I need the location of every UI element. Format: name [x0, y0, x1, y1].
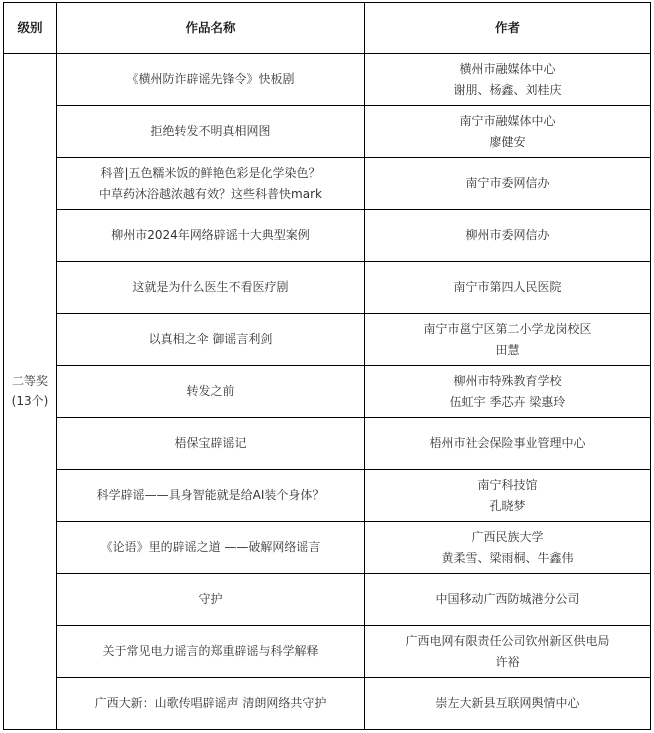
work-title-cell	[57, 626, 365, 678]
author-line: 崇左大新县互联网舆情中心	[435, 696, 580, 710]
header-work-title: 作品名称	[57, 3, 365, 54]
table-row	[4, 106, 651, 158]
work-title-cell	[57, 210, 365, 262]
author-cell	[365, 54, 651, 106]
work-title-line: 广西大新：山歌传唱辟谣声 清朗网络共守护	[94, 696, 327, 710]
author-line: 廖健安	[489, 134, 526, 149]
table-row	[4, 418, 651, 470]
author-line: 黄柔雪、梁雨桐、牛鑫伟	[441, 550, 574, 565]
author-cell	[365, 522, 651, 574]
author-line: 柳州市特殊教育学校	[453, 373, 562, 388]
author-line: 横州市融媒体中心	[459, 61, 556, 76]
work-title-cell	[57, 522, 365, 574]
work-title-cell	[57, 54, 365, 106]
author-cell	[365, 158, 651, 210]
work-title-line: 守护	[198, 592, 223, 606]
work-title-line: 柳州市2024年网络辟谣十大典型案例	[111, 228, 310, 242]
author-cell	[365, 314, 651, 366]
table-row	[4, 366, 651, 418]
work-title-line: 梧保宝辟谣记	[174, 436, 247, 450]
work-title-cell	[57, 470, 365, 522]
author-line: 南宁科技馆	[477, 477, 538, 492]
work-title-line: 中草药沐浴越浓越有效？这些科普快mark	[99, 186, 322, 201]
author-cell	[365, 678, 651, 730]
author-line: 田慧	[495, 342, 520, 357]
work-title-cell	[57, 418, 365, 470]
work-title-line: 《论语》里的辟谣之道 ——破解网络谣言	[100, 540, 321, 554]
work-title-line: 以真相之伞 御谣言利剑	[148, 332, 273, 346]
author-cell	[365, 106, 651, 158]
table-row	[4, 470, 651, 522]
header-level: 级别	[4, 3, 57, 54]
author-line: 许裕	[495, 654, 520, 669]
table-row	[4, 678, 651, 730]
author-line: 伍虹宇 季芯卉 梁惠玲	[449, 394, 566, 409]
work-title-cell	[57, 366, 365, 418]
author-line: 南宁市邕宁区第二小学龙岗校区	[423, 321, 592, 336]
author-line: 孔晓梦	[489, 498, 526, 513]
level-label: 二等奖	[11, 374, 48, 389]
author-line: 中国移动广西防城港分公司	[435, 592, 580, 606]
table-row	[4, 158, 651, 210]
author-cell	[365, 366, 651, 418]
author-line: 谢朋、杨鑫、刘桂庆	[453, 82, 562, 97]
work-title-line: 转发之前	[186, 384, 235, 398]
header-author: 作者	[365, 3, 651, 54]
author-line: 广西民族大学	[471, 529, 544, 544]
author-line: 柳州市委网信办	[465, 228, 550, 242]
level-cell	[4, 54, 57, 730]
work-title-cell	[57, 574, 365, 626]
author-line: 南宁市融媒体中心	[459, 113, 556, 128]
author-line: 南宁市第四人民医院	[453, 280, 562, 294]
author-cell	[365, 210, 651, 262]
work-title-line: 《横州防诈辟谣先锋令》快板剧	[126, 72, 295, 86]
level-count: (13个)	[11, 393, 49, 408]
work-title-line: 科普|五色糯米饭的鲜艳色彩是化学染色？	[100, 165, 321, 180]
author-line: 南宁市委网信办	[465, 176, 550, 190]
work-title-cell	[57, 262, 365, 314]
author-cell	[365, 262, 651, 314]
work-title-cell	[57, 314, 365, 366]
awards-table	[3, 2, 651, 730]
work-title-cell	[57, 678, 365, 730]
author-cell	[365, 470, 651, 522]
author-line: 梧州市社会保险事业管理中心	[429, 436, 586, 450]
author-cell	[365, 418, 651, 470]
table-row	[4, 210, 651, 262]
header-row	[4, 3, 651, 54]
author-line: 广西电网有限责任公司钦州新区供电局	[405, 633, 610, 648]
work-title-line: 拒绝转发不明真相网图	[150, 124, 271, 138]
author-cell	[365, 626, 651, 678]
work-title-cell	[57, 158, 365, 210]
work-title-line: 科学辟谣——具身智能就是给AI装个身体？	[96, 488, 325, 502]
author-cell	[365, 574, 651, 626]
table-row	[4, 574, 651, 626]
table-row	[4, 314, 651, 366]
work-title-line: 这就是为什么医生不看医疗剧	[132, 280, 289, 294]
table-row	[4, 522, 651, 574]
table-row	[4, 262, 651, 314]
table-row	[4, 54, 651, 106]
work-title-cell	[57, 106, 365, 158]
work-title-line: 关于常见电力谣言的郑重辟谣与科学解释	[102, 644, 319, 658]
table-row	[4, 626, 651, 678]
